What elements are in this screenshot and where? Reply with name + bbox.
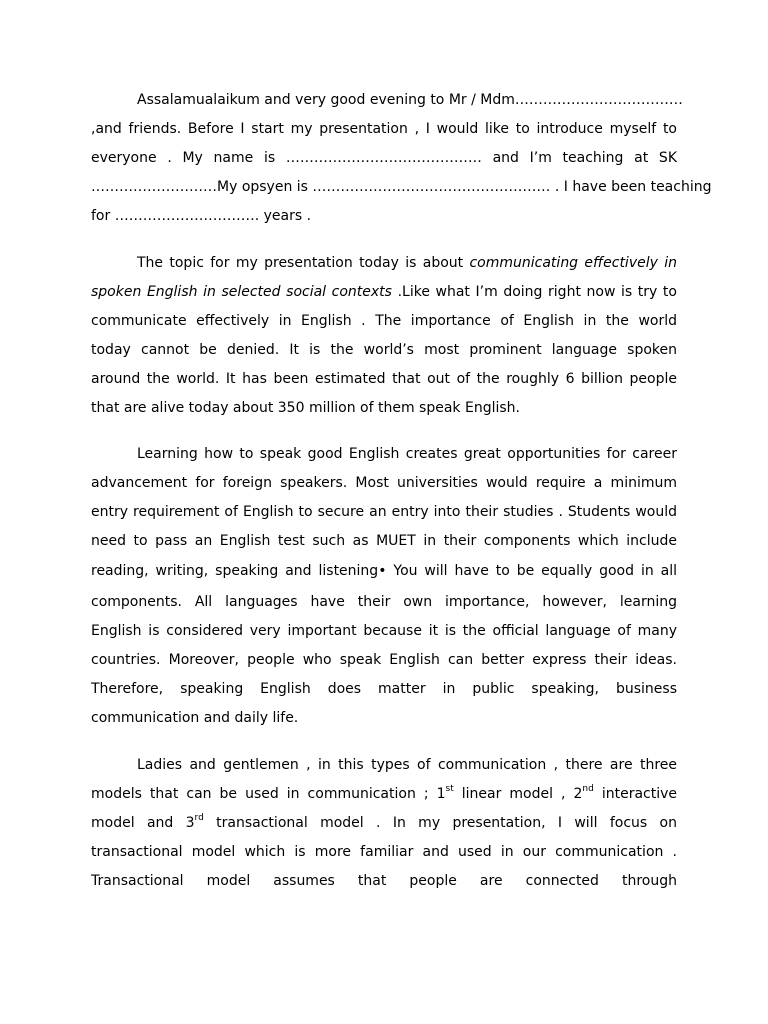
paragraph-2-line-3: communicate effectively in English . The importance of English in the world [91,313,677,329]
paragraph-2-line-4: today cannot be denied. It is the world’s most prominent language spoken [91,342,677,358]
paragraph-3-line-2: advancement for foreign speakers. Most universities would require a minimum [91,475,677,491]
paragraph-2-line-5: around the world. It has been estimated that out of the roughly 6 billion people [91,371,677,387]
paragraph-3-line-1: Learning how to speak good English creates great opportunities for career [137,446,677,462]
paragraph-3-line-7: English is considered very important because it is the official language of many [91,623,677,639]
paragraph-4-line-3-part-a: model and 3 [91,815,195,831]
paragraph-2-line-1-text: The topic for my presentation today is about [137,255,470,271]
paragraph-3-line-8: countries. Moreover, people who speak English can better express their ideas. [91,652,677,668]
paragraph-4-line-5: Transactional model assumes that people are connected through [91,873,677,889]
paragraph-2-topic-italic-start: communicating effectively in [469,255,678,271]
paragraph-2-line-2 [91,282,677,302]
paragraph-1-line-2: ,and friends. Before I start my presentation , I would like to introduce myself to [91,121,677,137]
ordinal-suffix-1st: st [445,784,454,794]
paragraph-2-topic-italic-end: spoken English in selected social contexts [91,284,392,300]
paragraph-4-line-2-part-b: linear model , 2 [453,786,583,802]
paragraph-4-line-1: Ladies and gentlemen , in this types of communication , there are three [137,757,677,773]
paragraph-3-line-9: Therefore, speaking English does matter in public speaking, business [91,681,677,697]
paragraph-3-line-5: reading, writing, speaking and listening• You will have to be equally good in all [91,563,677,579]
paragraph-3-line-4: need to pass an English test such as MUET in their components which include [91,533,677,549]
paragraph-4-line-2 [91,784,677,804]
paragraph-2-line-6: that are alive today about 350 million of them speak English. [91,400,520,416]
paragraph-4-line-2-part-c: interactive [593,786,677,802]
paragraph-3-line-6: components. All languages have their own importance, however, learning [91,594,677,610]
paragraph-1-line-1: Assalamualaikum and very good evening to Mr / Mdm……………………………… [137,92,683,108]
paragraph-1-line-5: for …………………………. years . [91,208,312,224]
paragraph-4-line-3 [91,813,677,833]
paragraph-1-line-3: everyone . My name is …………………………………… and I’m teaching at SK [91,150,677,166]
ordinal-suffix-2nd: nd [582,784,594,794]
paragraph-2-line-2-text: .Like what I’m doing right now is try to [391,284,677,300]
paragraph-4-line-3-part-b: transactional model . In my presentation, I will focus on [203,815,677,831]
paragraph-4-line-2-part-a: models that can be used in communication ; 1 [91,786,446,802]
ordinal-suffix-3rd: rd [194,813,204,823]
paragraph-4-line-4: transactional model which is more familiar and used in our communication . [91,844,677,860]
paragraph-3-line-10: communication and daily life. [91,710,299,726]
paragraph-3-line-3: entry requirement of English to secure an entry into their studies . Students would [91,504,677,520]
paragraph-1-line-4: ………………………My opsyen is …………………………………………… . I have been teaching [91,179,712,195]
paragraph-2-line-1 [137,253,677,273]
